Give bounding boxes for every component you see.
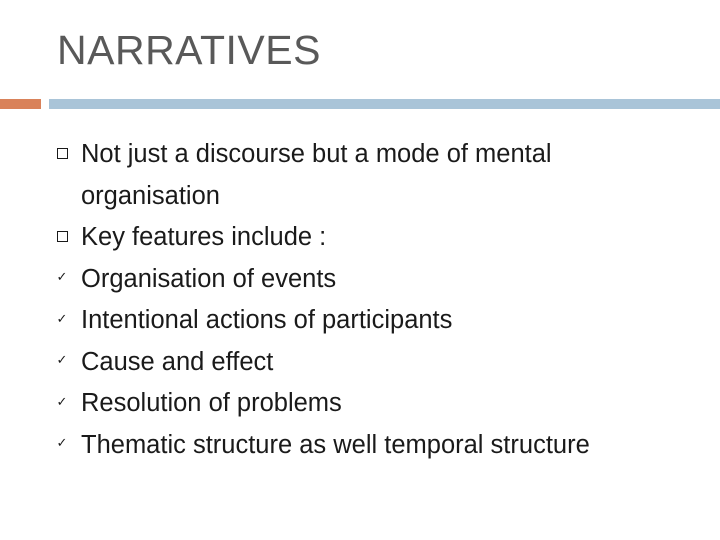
square-bullet-icon — [54, 228, 70, 244]
bullet-text: Key features include : — [81, 223, 327, 251]
bullet-text: Intentional actions of participants — [81, 306, 453, 334]
square-bullet-icon — [54, 145, 70, 161]
list-item — [0, 217, 720, 259]
list-item — [0, 383, 720, 425]
check-icon: ✓ — [56, 353, 68, 368]
title-rule — [49, 99, 720, 109]
title-rule-accent — [0, 99, 41, 109]
check-icon: ✓ — [56, 311, 68, 327]
check-icon: ✓ — [56, 394, 68, 410]
bullet-text: Resolution of problems — [81, 389, 342, 417]
check-icon: ✓ — [56, 270, 68, 285]
bullet-text: Cause and effect — [81, 347, 274, 376]
list-item — [0, 259, 720, 301]
bullet-list — [0, 134, 720, 466]
list-item — [0, 134, 720, 217]
list-item — [0, 342, 720, 384]
bullet-text: Not just a discourse but a mode of mental organisation — [81, 140, 552, 210]
check-icon: ✓ — [56, 436, 68, 451]
slide-title: NARRATIVES — [57, 27, 321, 73]
list-item — [0, 300, 720, 342]
bullet-text: Organisation of events — [81, 264, 337, 293]
bullet-text: Thematic structure as well temporal structure — [81, 430, 590, 459]
list-item — [0, 425, 720, 467]
